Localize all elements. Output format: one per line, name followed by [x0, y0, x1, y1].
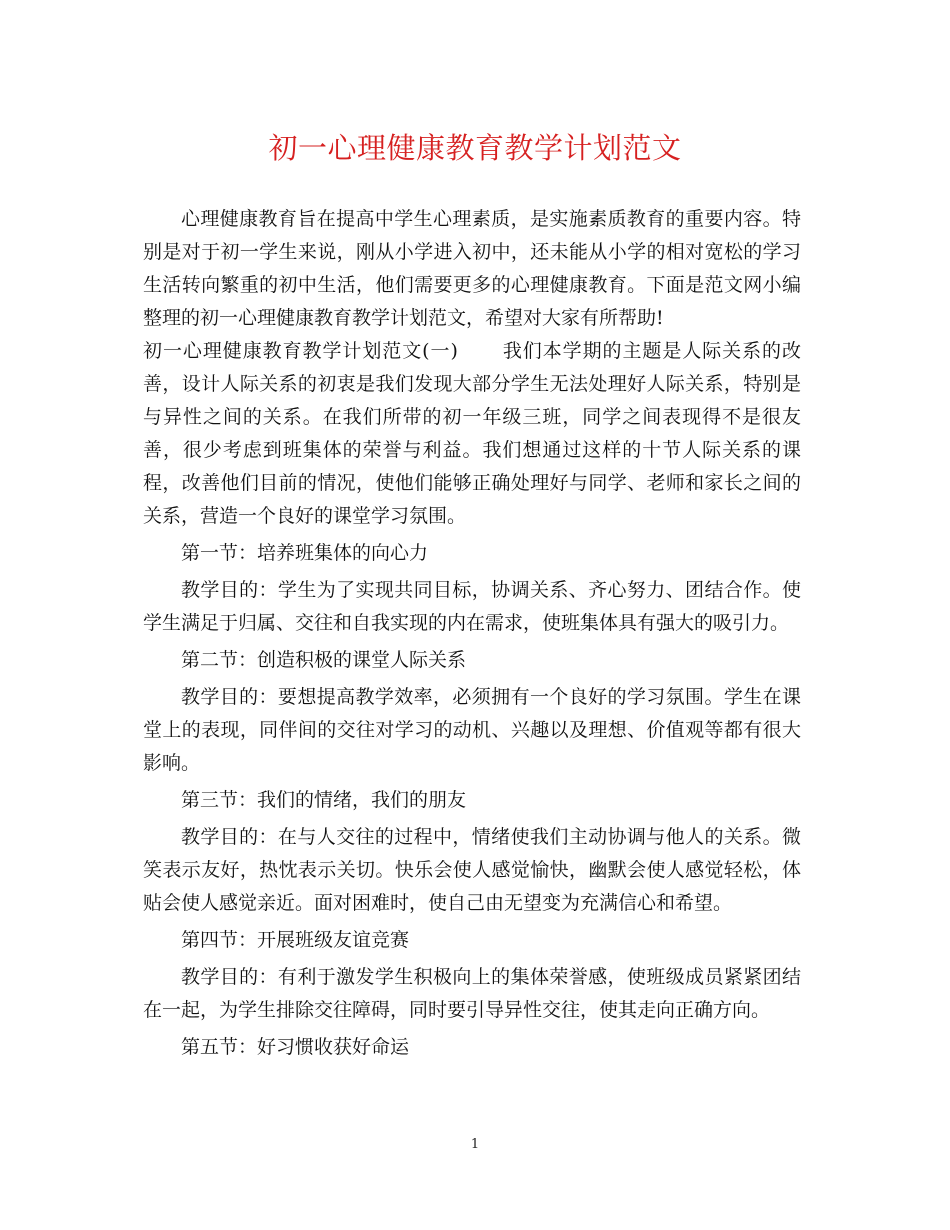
document-body: [143, 203, 801, 1068]
section-2-goal: 教学目的：要想提高教学效率，必须拥有一个良好的学习氛围。学生在课堂上的表现，同伴间的交往对学习的动机、兴趣以及理想、价值观等都有很大影响。: [143, 686, 801, 774]
section-4-goal: 教学目的：有利于激发学生积极向上的集体荣誉感，使班级成员紧紧团结在一起，为学生排除交往障碍，同时要引导异性交往，使其走向正确方向。: [143, 966, 801, 1021]
section-1-goal: 教学目的：学生为了实现共同目标，协调关系、齐心努力、团结合作。使学生满足于归属、交往和自我实现的内在需求，使班集体具有强大的吸引力。: [143, 579, 801, 634]
page-number: 1: [470, 1137, 480, 1152]
sample-paragraph: [143, 335, 801, 533]
section-3-heading: 第三节：我们的情绪，我们的朋友: [181, 789, 467, 811]
intro-paragraph: 心理健康教育旨在提高中学生心理素质，是实施素质教育的重要内容。特别是对于初一学生来说，刚从小学进入初中，还未能从小学的相对宽松的学习生活转向繁重的初中生活，他们需要更多的心理健康教育。下面是范文网小编整理的初一心理健康教育教学计划范文，希望对大家有所帮助!: [143, 208, 801, 329]
sample-heading: 初一心理健康教育教学计划范文(一): [143, 340, 458, 362]
page-title: 初一心理健康教育教学计划范文: [268, 131, 682, 165]
section-1-heading: 第一节：培养班集体的向心力: [181, 542, 429, 564]
section-4-heading: 第四节：开展班级友谊竞赛: [181, 929, 410, 951]
section-5-heading: 第五节：好习惯收获好命运: [181, 1036, 410, 1058]
section-2-heading: 第二节：创造积极的课堂人际关系: [181, 649, 467, 671]
sample-intro: 我们本学期的主题是人际关系的改善，设计人际关系的初衷是我们发现大部分学生无法处理好人际关系，特别是与异性之间的关系。在我们所带的初一年级三班，同学之间表现得不是很友善，很少考虑到班集体的荣誉与利益。我们想通过这样的十节人际关系的课程，改善他们目前的情况，使他们能够正确处理好与同学、老师和家长之间的关系，营造一个良好的课堂学习氛围。: [143, 340, 801, 527]
section-3-goal: 教学目的：在与人交往的过程中，情绪使我们主动协调与他人的关系。微笑表示友好，热忱表示关切。快乐会使人感觉愉快，幽默会使人感觉轻松，体贴会使人感觉亲近。面对困难时，使自己由无望变为充满信心和希望。: [143, 826, 801, 914]
